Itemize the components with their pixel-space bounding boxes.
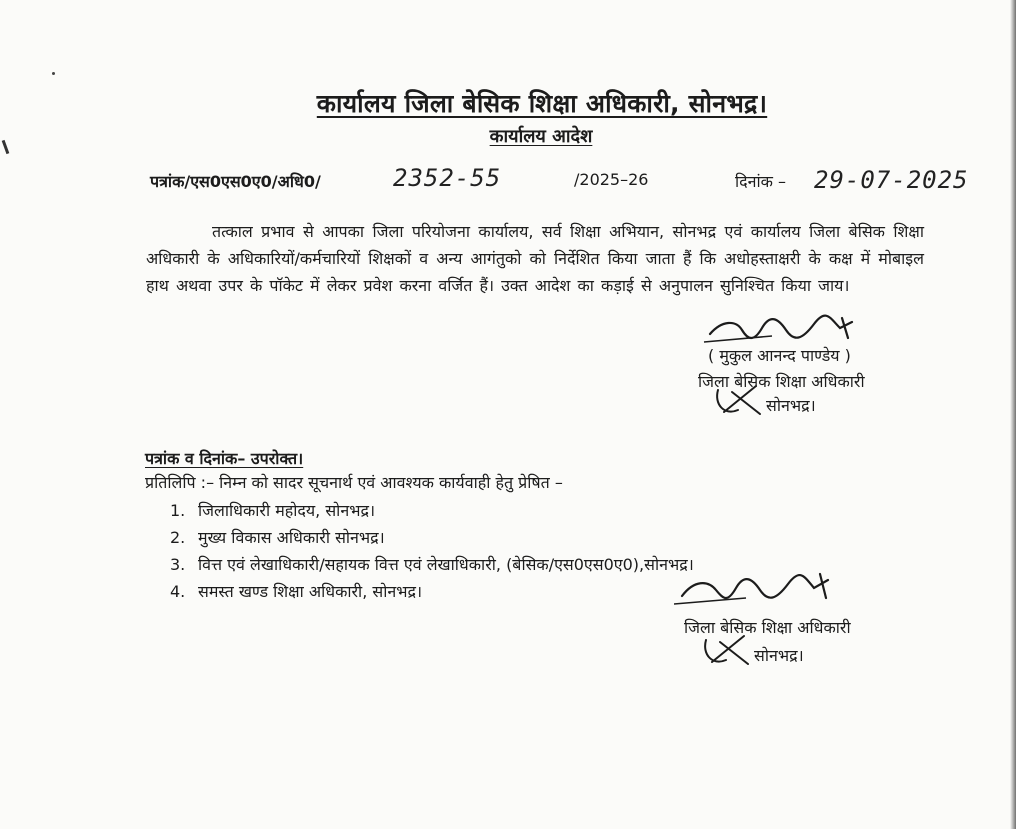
copy-intro: प्रतिलिपि :– निम्न को सादर सूचनार्थ एवं आवश्यक कार्यवाही हेतु प्रेषित –	[145, 473, 563, 492]
list-item	[170, 524, 694, 551]
signature-scribble-icon	[674, 570, 844, 614]
office-title: कार्यालय जिला बेसिक शिक्षा अधिकारी, सोनभद्र।	[316, 89, 768, 118]
list-item	[170, 578, 694, 605]
list-item-number: 4.	[170, 582, 186, 601]
copy-recipient-list	[170, 497, 694, 605]
reference-line	[150, 164, 980, 208]
signatory-designation: जिला बेसिक शिक्षा अधिकारी	[698, 372, 865, 391]
initial-scribble-icon	[700, 632, 756, 672]
list-item	[170, 497, 694, 524]
signatory-location: सोनभद्र।	[766, 396, 816, 415]
date-label: दिनांक –	[735, 172, 787, 191]
list-item-number: 1.	[170, 501, 186, 520]
list-item-text: जिलाधिकारी महोदय, सोनभद्र।	[198, 501, 376, 520]
signatory-designation: जिला बेसिक शिक्षा अधिकारी	[684, 618, 851, 637]
reference-prefix: पत्रांक/एस0एस0ए0/अधि0/	[150, 172, 321, 191]
reference-number-handwritten: 2352-55	[393, 164, 502, 192]
list-item-text: वित्त एवं लेखाधिकारी/सहायक वित्त एवं लेखाधिकारी, (बेसिक/एस0एस0ए0),सोनभद्र।	[198, 555, 694, 574]
list-item	[170, 551, 694, 578]
signatory-name: ( मुकुल आनन्द पाण्डेय )	[708, 346, 851, 365]
copy-reference-header: पत्रांक व दिनांक– उपरोक्त।	[145, 449, 304, 468]
list-item-number: 2.	[170, 528, 186, 547]
initial-scribble-icon	[712, 382, 768, 422]
list-item-number: 3.	[170, 555, 186, 574]
reference-year: /2025–26	[574, 170, 649, 189]
list-item-text: मुख्य विकास अधिकारी सोनभद्र।	[198, 528, 385, 547]
list-item-text: समस्त खण्ड शिक्षा अधिकारी, सोनभद्र।	[198, 582, 423, 601]
signature-block-1	[690, 310, 970, 420]
signatory-location: सोनभद्र।	[754, 646, 804, 665]
signature-block-2	[670, 568, 950, 668]
date-handwritten: 29-07-2025	[814, 166, 969, 194]
order-subtitle: कार्यालय आदेश	[489, 126, 593, 147]
scan-speck	[52, 72, 55, 75]
order-body-text: तत्काल प्रभाव से आपका जिला परियोजना कार्यालय, सर्व शिक्षा अभियान, सोनभद्र एवं कार्यालय जिला बेसिक शिक्षा अधिकारी के अधिकारियों/कर्मचारियों शिक्षकों व अन्य आगंतुको को निर्देशित किया जाता हैं कि अधोहस्ताक्षरी के कक्ष में मोबाइल हाथ अथवा उपर के पॉकेट में लेकर प्रवेश करना वर्जित हैं। उक्त आदेश का कड़ाई से अनुपालन सुनिश्चित किया जाय।	[146, 222, 924, 295]
